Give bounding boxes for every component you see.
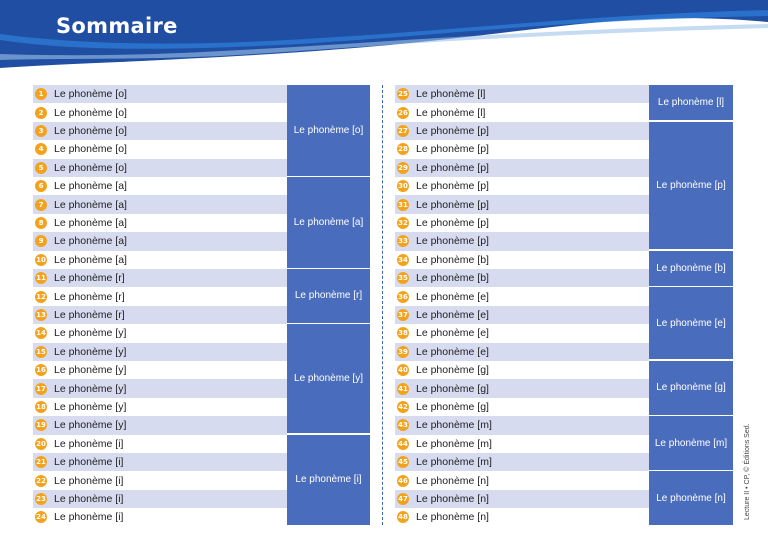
item-number-badge: 40 — [398, 366, 408, 375]
list-item[interactable] — [33, 85, 287, 103]
phoneme-group-label: Le phonème [i] — [287, 435, 370, 526]
list-item[interactable] — [33, 103, 287, 121]
item-label: Le phonème [e] — [416, 327, 489, 340]
list-item[interactable] — [395, 251, 649, 269]
list-item[interactable] — [395, 416, 649, 434]
item-label: Le phonème [m] — [416, 419, 492, 432]
item-number-badge: 19 — [36, 421, 46, 430]
phoneme-group-label: Le phonème [r] — [287, 269, 370, 323]
item-label: Le phonème [e] — [416, 308, 489, 321]
list-item[interactable] — [395, 103, 649, 121]
item-number-badge: 27 — [398, 126, 408, 135]
list-item[interactable] — [395, 159, 649, 177]
list-item[interactable] — [33, 379, 287, 397]
list-item[interactable] — [395, 379, 649, 397]
item-label: Le phonème [p] — [416, 180, 489, 193]
item-label: Le phonème [g] — [416, 400, 489, 413]
item-label: Le phonème [o] — [54, 161, 127, 174]
list-item[interactable] — [33, 251, 287, 269]
list-item[interactable] — [395, 232, 649, 250]
item-number-badge: 37 — [398, 310, 408, 319]
list-item[interactable] — [33, 159, 287, 177]
list-item[interactable] — [33, 361, 287, 379]
list-item[interactable] — [33, 453, 287, 471]
phoneme-group-label: Le phonème [b] — [649, 251, 733, 286]
list-item[interactable] — [33, 287, 287, 305]
item-label: Le phonème [n] — [416, 474, 489, 487]
list-item[interactable] — [33, 269, 287, 287]
item-number-badge: 6 — [35, 180, 47, 192]
item-label: Le phonème [n] — [416, 511, 489, 524]
item-label: Le phonème [i] — [54, 474, 124, 487]
item-label: Le phonème [y] — [54, 327, 127, 340]
item-number-badge: 47 — [398, 494, 408, 503]
item-number-badge: 24 — [36, 513, 46, 522]
item-label: Le phonème [p] — [416, 124, 489, 137]
item-label: Le phonème [y] — [54, 419, 127, 432]
item-number-badge: 8 — [35, 217, 47, 229]
item-number-badge: 38 — [398, 329, 408, 338]
item-label: Le phonème [i] — [54, 456, 124, 469]
phoneme-group-label: Le phonème [l] — [649, 85, 733, 120]
item-number-badge: 22 — [36, 476, 46, 485]
item-number-badge: 45 — [398, 458, 408, 467]
list-item[interactable] — [395, 122, 649, 140]
item-number-badge: 3 — [35, 125, 47, 137]
item-label: Le phonème [o] — [54, 88, 127, 101]
list-item[interactable] — [395, 435, 649, 453]
list-item[interactable] — [395, 306, 649, 324]
column-divider — [382, 85, 383, 525]
phoneme-group-label: Le phonème [y] — [287, 324, 370, 433]
item-number-badge: 35 — [398, 274, 408, 283]
list-item[interactable] — [33, 232, 287, 250]
item-label: Le phonème [y] — [54, 345, 127, 358]
item-label: Le phonème [b] — [416, 253, 489, 266]
item-label: Le phonème [r] — [54, 290, 125, 303]
item-number-badge: 21 — [36, 458, 46, 467]
list-item[interactable] — [395, 471, 649, 489]
list-item[interactable] — [395, 287, 649, 305]
item-label: Le phonème [a] — [54, 198, 127, 211]
item-label: Le phonème [i] — [54, 511, 124, 524]
list-item[interactable] — [33, 416, 287, 434]
item-number-badge: 28 — [398, 145, 408, 154]
item-number-badge: 13 — [36, 310, 46, 319]
item-number-badge: 15 — [36, 347, 46, 356]
item-label: Le phonème [b] — [416, 272, 489, 285]
item-number-badge: 2 — [35, 107, 47, 119]
list-item[interactable] — [33, 508, 287, 526]
item-label: Le phonème [m] — [416, 437, 492, 450]
item-number-badge: 43 — [398, 421, 408, 430]
header-banner — [0, 0, 768, 80]
list-item[interactable] — [395, 490, 649, 508]
item-label: Le phonème [l] — [416, 106, 486, 119]
item-label: Le phonème [p] — [416, 216, 489, 229]
item-number-badge: 30 — [398, 182, 408, 191]
phoneme-group-label: Le phonème [a] — [287, 177, 370, 268]
item-number-badge: 42 — [398, 402, 408, 411]
phoneme-group-label: Le phonème [m] — [649, 416, 733, 470]
item-label: Le phonème [p] — [416, 198, 489, 211]
list-item[interactable] — [33, 122, 287, 140]
item-number-badge: 33 — [398, 237, 408, 246]
item-label: Le phonème [e] — [416, 290, 489, 303]
phoneme-group-label: Le phonème [p] — [649, 122, 733, 249]
item-label: Le phonème [o] — [54, 143, 127, 156]
list-item[interactable] — [395, 85, 649, 103]
list-item[interactable] — [395, 214, 649, 232]
item-label: Le phonème [i] — [54, 437, 124, 450]
list-item[interactable] — [33, 398, 287, 416]
list-item[interactable] — [33, 324, 287, 342]
item-number-badge: 12 — [36, 292, 46, 301]
item-label: Le phonème [g] — [416, 382, 489, 395]
list-item[interactable] — [395, 453, 649, 471]
item-number-badge: 34 — [398, 255, 408, 264]
list-item[interactable] — [33, 435, 287, 453]
page-title: Sommaire — [56, 14, 178, 38]
list-item[interactable] — [395, 398, 649, 416]
list-item[interactable] — [33, 343, 287, 361]
item-label: Le phonème [y] — [54, 382, 127, 395]
item-number-badge: 14 — [36, 329, 46, 338]
item-label: Le phonème [o] — [54, 106, 127, 119]
item-number-badge: 1 — [35, 88, 47, 100]
item-number-badge: 7 — [35, 199, 47, 211]
item-label: Le phonème [y] — [54, 364, 127, 377]
item-number-badge: 16 — [36, 366, 46, 375]
list-item[interactable] — [395, 269, 649, 287]
item-number-badge: 10 — [36, 255, 46, 264]
item-label: Le phonème [o] — [54, 124, 127, 137]
list-item[interactable] — [395, 177, 649, 195]
item-label: Le phonème [a] — [54, 180, 127, 193]
item-label: Le phonème [l] — [416, 88, 486, 101]
item-number-badge: 9 — [35, 235, 47, 247]
item-label: Le phonème [r] — [54, 272, 125, 285]
list-item[interactable] — [33, 214, 287, 232]
list-item[interactable] — [395, 343, 649, 361]
item-number-badge: 23 — [36, 494, 46, 503]
item-label: Le phonème [i] — [54, 492, 124, 505]
list-item[interactable] — [33, 195, 287, 213]
item-label: Le phonème [p] — [416, 143, 489, 156]
item-number-badge: 41 — [398, 384, 408, 393]
item-number-badge: 48 — [398, 513, 408, 522]
list-item[interactable] — [395, 195, 649, 213]
item-number-badge: 4 — [35, 143, 47, 155]
item-label: Le phonème [e] — [416, 345, 489, 358]
item-number-badge: 5 — [35, 162, 47, 174]
item-number-badge: 11 — [36, 274, 46, 283]
list-item[interactable] — [395, 140, 649, 158]
item-number-badge: 29 — [398, 163, 408, 172]
phoneme-group-label: Le phonème [e] — [649, 287, 733, 359]
item-number-badge: 26 — [398, 108, 408, 117]
item-number-badge: 44 — [398, 439, 408, 448]
list-item[interactable] — [33, 471, 287, 489]
item-number-badge: 39 — [398, 347, 408, 356]
list-item[interactable] — [395, 508, 649, 526]
item-label: Le phonème [p] — [416, 161, 489, 174]
list-item[interactable] — [33, 490, 287, 508]
item-label: Le phonème [m] — [416, 456, 492, 469]
item-number-badge: 36 — [398, 292, 408, 301]
item-label: Le phonème [n] — [416, 492, 489, 505]
list-item[interactable] — [395, 361, 649, 379]
item-label: Le phonème [p] — [416, 235, 489, 248]
item-label: Le phonème [g] — [416, 364, 489, 377]
item-number-badge: 17 — [36, 384, 46, 393]
item-number-badge: 20 — [36, 439, 46, 448]
list-item[interactable] — [33, 177, 287, 195]
item-number-badge: 25 — [398, 90, 408, 99]
phoneme-group-label: Le phonème [o] — [287, 85, 370, 176]
list-item[interactable] — [33, 140, 287, 158]
item-label: Le phonème [a] — [54, 216, 127, 229]
item-label: Le phonème [r] — [54, 308, 125, 321]
item-label: Le phonème [y] — [54, 400, 127, 413]
item-label: Le phonème [a] — [54, 235, 127, 248]
list-item[interactable] — [395, 324, 649, 342]
list-item[interactable] — [33, 306, 287, 324]
item-number-badge: 31 — [398, 200, 408, 209]
publisher-credit: Lecture II • CP, © Éditions Sed. — [744, 423, 751, 520]
item-number-badge: 18 — [36, 402, 46, 411]
phoneme-group-label: Le phonème [g] — [649, 361, 733, 415]
item-label: Le phonème [a] — [54, 253, 127, 266]
item-number-badge: 32 — [398, 218, 408, 227]
phoneme-group-label: Le phonème [n] — [649, 471, 733, 525]
item-number-badge: 46 — [398, 476, 408, 485]
